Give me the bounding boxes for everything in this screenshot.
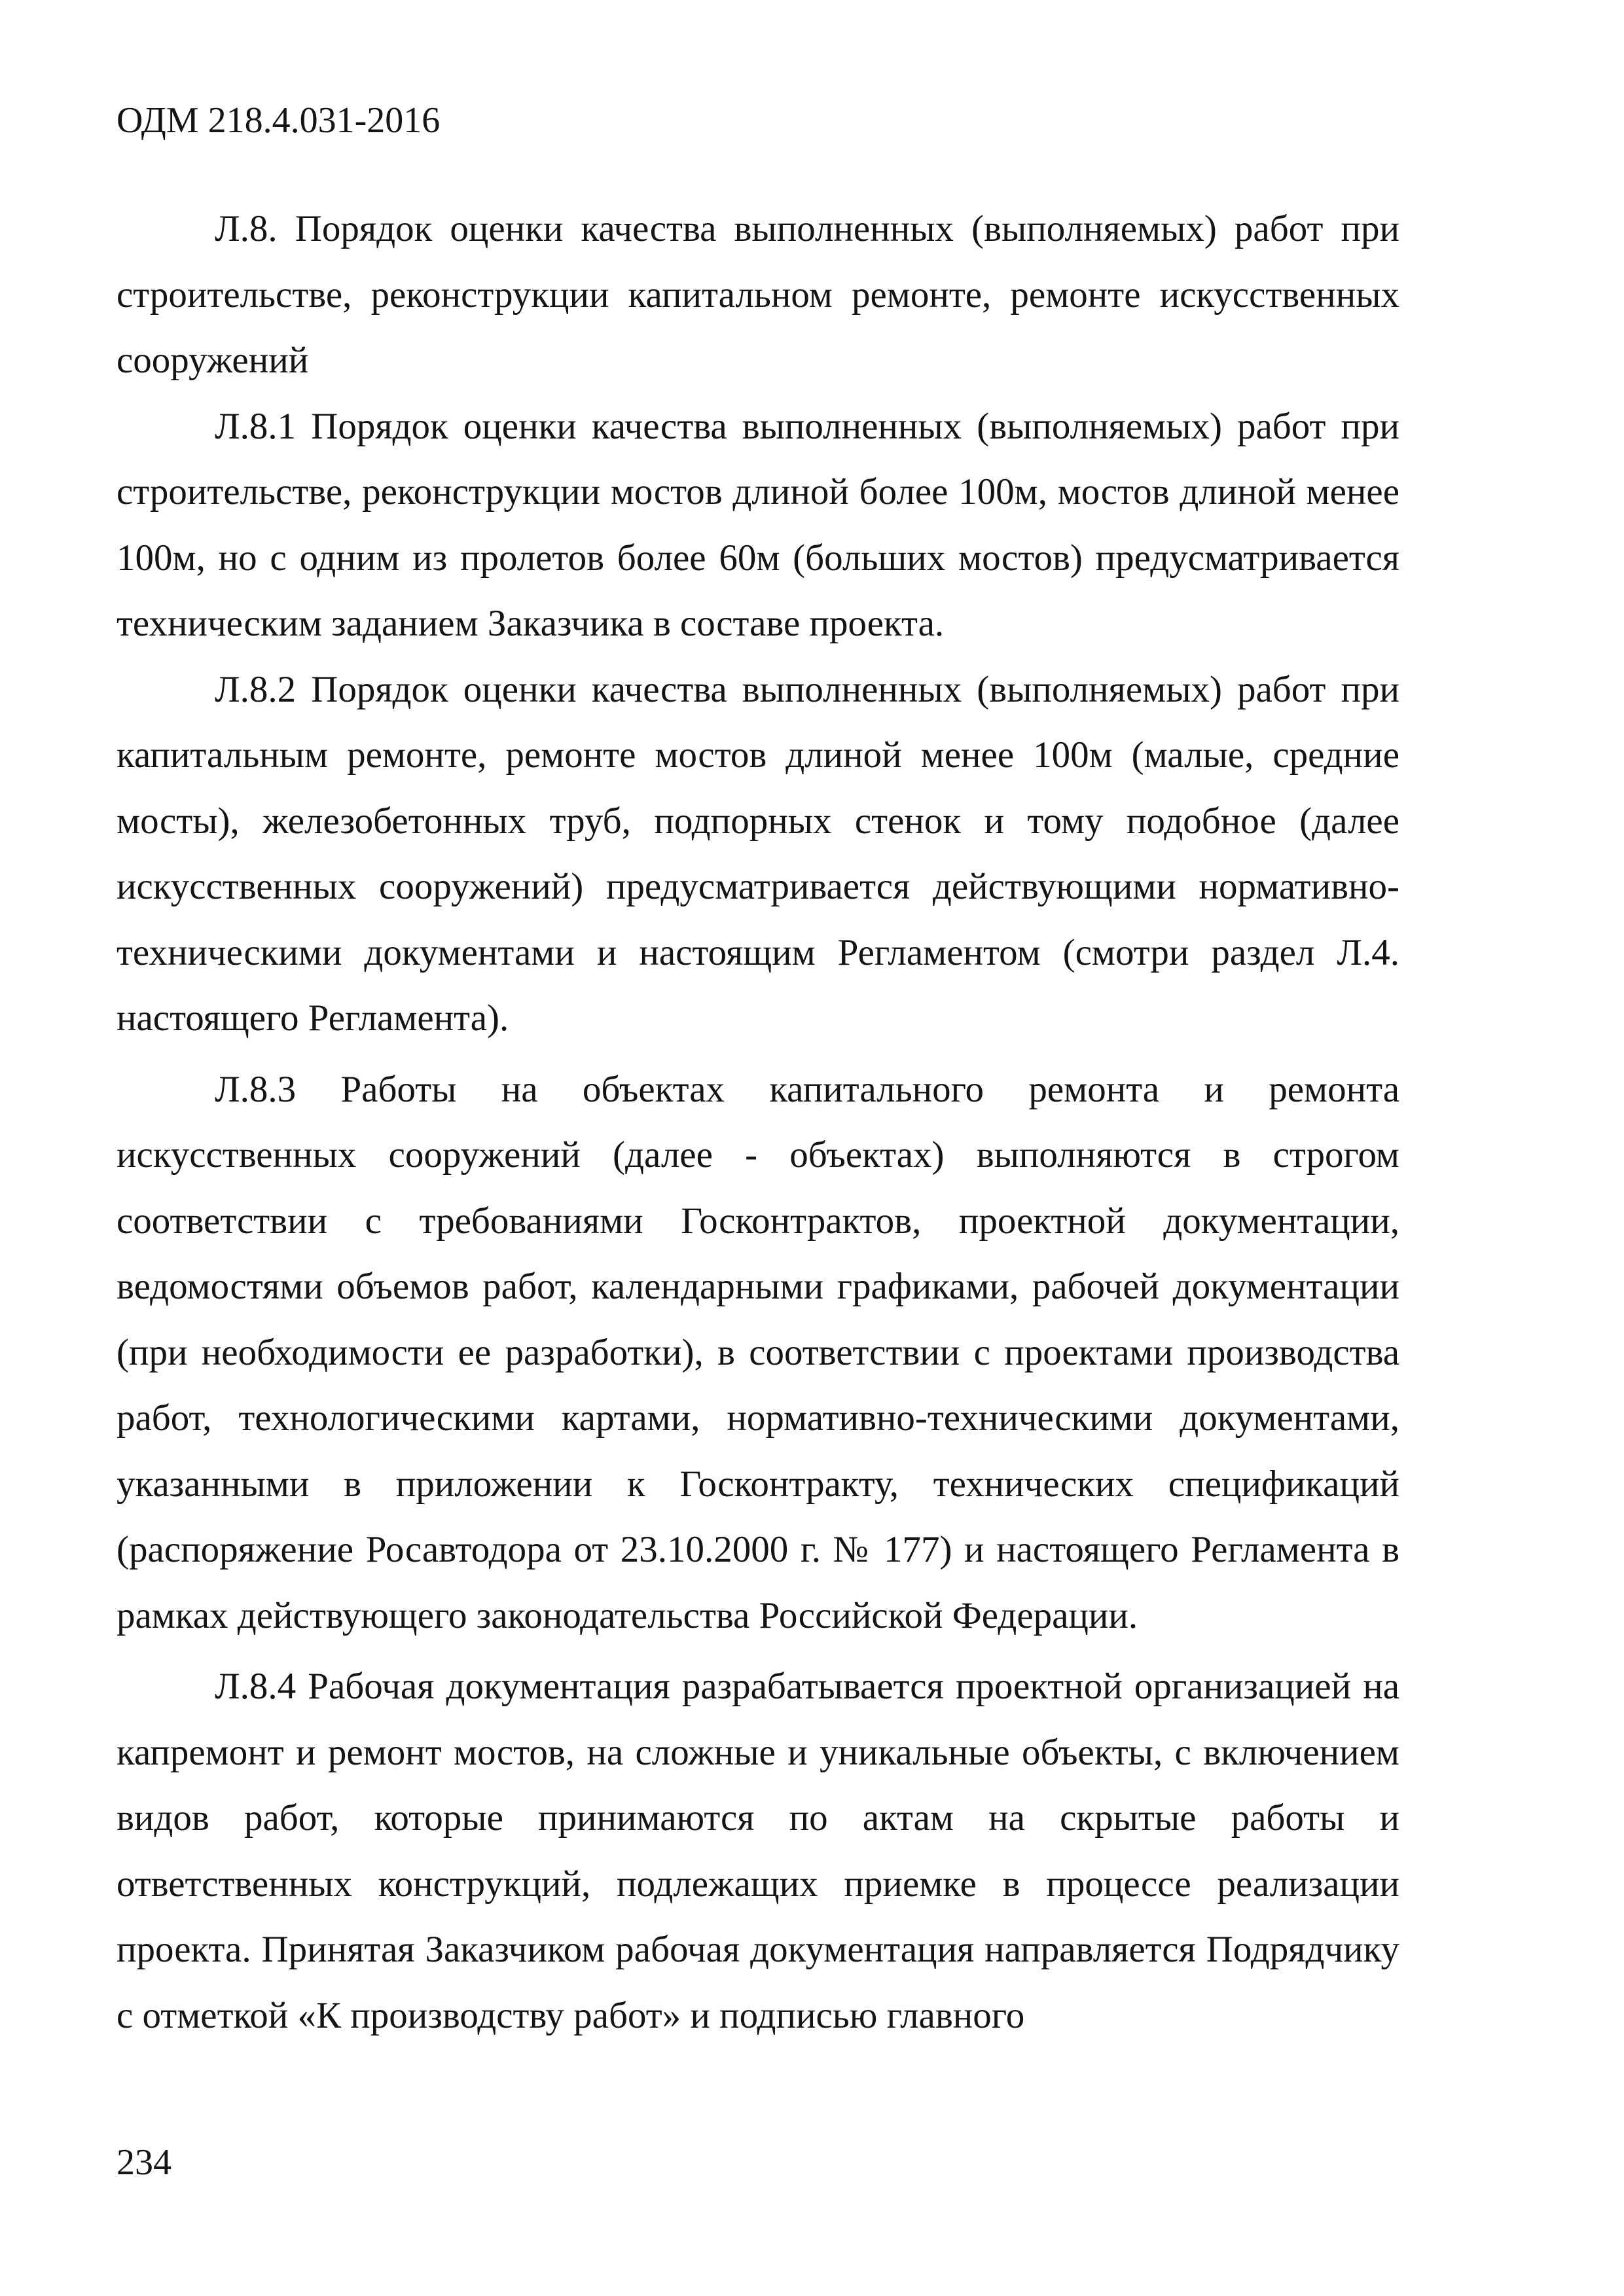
- document-body: [117, 196, 1399, 2049]
- page-number: 234: [117, 2142, 171, 2183]
- section-title-l8: Л.8. Порядок оценки качества выполненных (выполняемых) работ при строительстве, реконструкции капитальном ремонте, ремонте искусственных сооружений: [117, 208, 1399, 381]
- paragraph-l8-1: Л.8.1 Порядок оценки качества выполненных (выполняемых) работ при строительстве, реконструкции мостов длиной более 100м, мостов длиной менее 100м, но с одним из пролетов более 60м (больших мостов) предусматривается техническим заданием Заказчика в составе проекта.: [117, 405, 1399, 644]
- document-code-header: ОДМ 218.4.031-2016: [117, 100, 441, 141]
- paragraph-l8-4: Л.8.4 Рабочая документация разрабатывается проектной организацией на капремонт и ремонт мостов, на сложные и уникальные объекты, с включением видов работ, которые принимаются по актам на скрытые работы и ответственных конструкций, подлежащих приемке в процессе реализации проекта. Принятая Заказчиком рабочая документация направляется Подрядчику с отметкой «К производству работ» и подписью главного: [117, 1666, 1399, 2036]
- paragraph-l8-2: Л.8.2 Порядок оценки качества выполненных (выполняемых) работ при капитальным ремонте, ремонте мостов длиной менее 100м (малые, средние мосты), железобетонных труб, подпорных стенок и тому подобное (далее искусственных сооружений) предусматривается действующими нормативно-техническими документами и настоящим Регламентом (смотри раздел Л.4. настоящего Регламента).: [117, 668, 1399, 1039]
- paragraph-l8-3: Л.8.3 Работы на объектах капитального ремонта и ремонта искусственных сооружений (далее - объектах) выполняются в строгом соответствии с требованиями Госконтрактов, проектной документации, ведомостями объемов работ, календарными графиками, рабочей документации (при необходимости ее разработки), в соответствии с проектами производства работ, технологическими картами, нормативно-техническими документами, указанными в приложении к Госконтракту, технических спецификаций (распоряжение Росавтодора от 23.10.2000 г. № 177) и настоящего Регламента в рамках действующего законодательства Российской Федерации.: [117, 1068, 1399, 1636]
